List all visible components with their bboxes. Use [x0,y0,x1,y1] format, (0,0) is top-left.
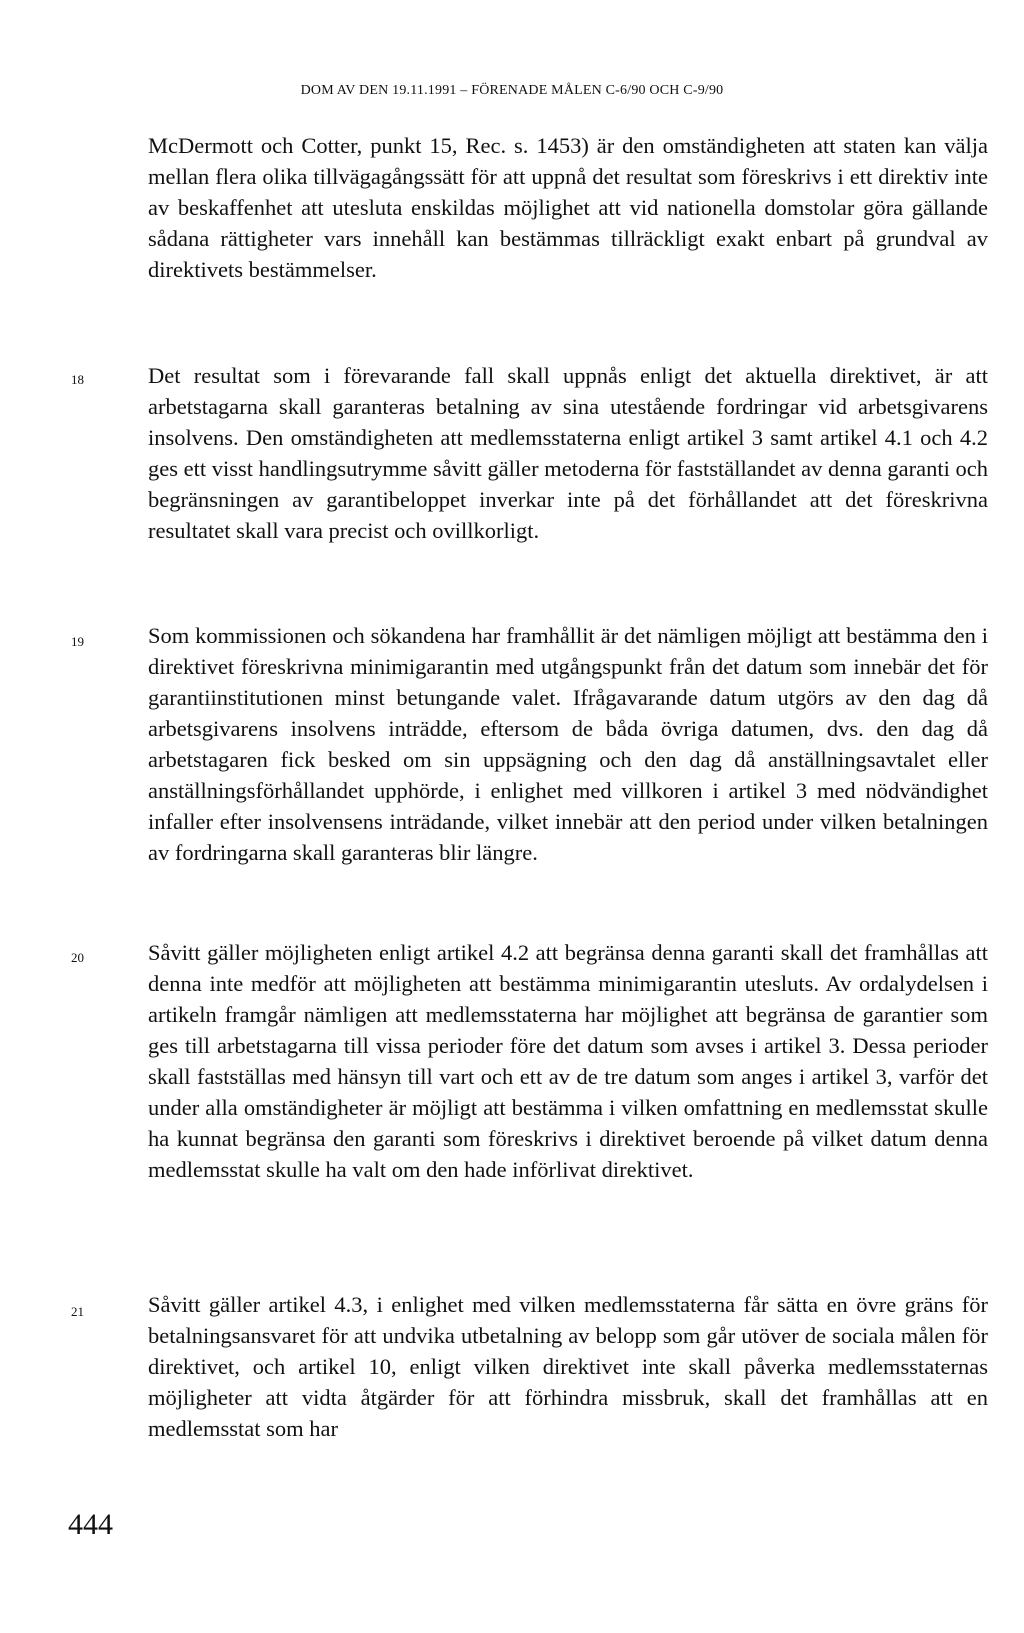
paragraph-number: 18 [71,372,84,387]
paragraph-18-text: Det resultat som i förevarande fall skall uppnås enligt det aktuella direktivet, är att arbetstagarna skall garanteras betalning av sina utestående fordringar vid arbetsgivarens insolvens. Den omständigheten att medlemsstaterna enligt artikel 3 samt artikel 4.1 och 4.2 ges ett visst handlingsutrymme såvitt gäller metoderna för fastställandet av denna garanti och begränsningen av garantibeloppet inverkar inte på det förhållandet att det föreskrivna resultatet skall vara precist och ovillkorligt. [148,363,988,543]
paragraph-19-text: Som kommissionen och sökandena har framhållit är det nämligen möjligt att bestämma den i direktivet föreskrivna minimigarantin med utgångspunkt från det datum som innebär det för garantiinstitutionen minst betungande valet. Ifrågavarande datum utgörs av den dag då arbetsgivarens insolvens inträdde, eftersom de båda övriga datumen, dvs. den dag då arbetstagaren fick besked om sin uppsägning och den dag då anställningsavtalet eller anställningsförhållandet upphörde, i enlighet med villkoren i artikel 3 med nödvändighet infaller efter insolvensens inträdande, vilket innebär att den period under vilken betalningen av fordringarna skall garanteras blir längre. [148,623,988,865]
paragraph-number: 20 [71,950,84,965]
page-number: 444 [68,1508,113,1541]
paragraph-number: 19 [71,634,84,649]
paragraph-number: 21 [71,1304,84,1319]
continuation-paragraph: McDermott och Cotter, punkt 15, Rec. s. 1453) är den omständigheten att staten kan välja mellan flera olika tillvägagångssätt för att uppnå det resultat som föreskrivs i ett direktiv inte av beskaffenhet att utesluta enskildas möjlighet att vid nationella domstolar göra gällande sådana rättigheter vars innehåll kan bestämmas tillräckligt exakt enbart på grundval av direktivets bestämmelser. [148,133,988,282]
paragraph-20-text: Såvitt gäller möjligheten enligt artikel 4.2 att begränsa denna garanti skall det framhållas att denna inte medför att möjligheten att bestämma minimigarantin utesluts. Av ordalydelsen i artikeln framgår nämligen att medlemsstaterna har möjlighet att begränsa de garantier som ges till arbetstagarna till vissa perioder före det datum som avses i artikel 3. Dessa perioder skall fastställas med hänsyn till vart och ett av de tre datum som anges i artikel 3, varför det under alla omständigheter är möjligt att bestämma i vilken omfattning en medlemsstat skulle ha kunnat begränsa den garanti som föreskrivs i direktivet beroende på vilket datum denna medlemsstat skulle ha valt om den hade införlivat direktivet. [148,940,988,1182]
paragraph-21-text: Såvitt gäller artikel 4.3, i enlighet med vilken medlemsstaterna får sätta en övre gräns för betalningsansvaret för att undvika utbetalning av belopp som går utöver de sociala målen för direktivet, och artikel 10, enligt vilken direktivet inte skall påverka medlemsstaternas möjligheter att vidta åtgärder för att förhindra missbruk, skall det framhållas att en medlemsstat som har [148,1292,988,1441]
running-header: DOM AV DEN 19.11.1991 – FÖRENADE MÅLEN C-6/90 OCH C-9/90 [300,83,724,98]
